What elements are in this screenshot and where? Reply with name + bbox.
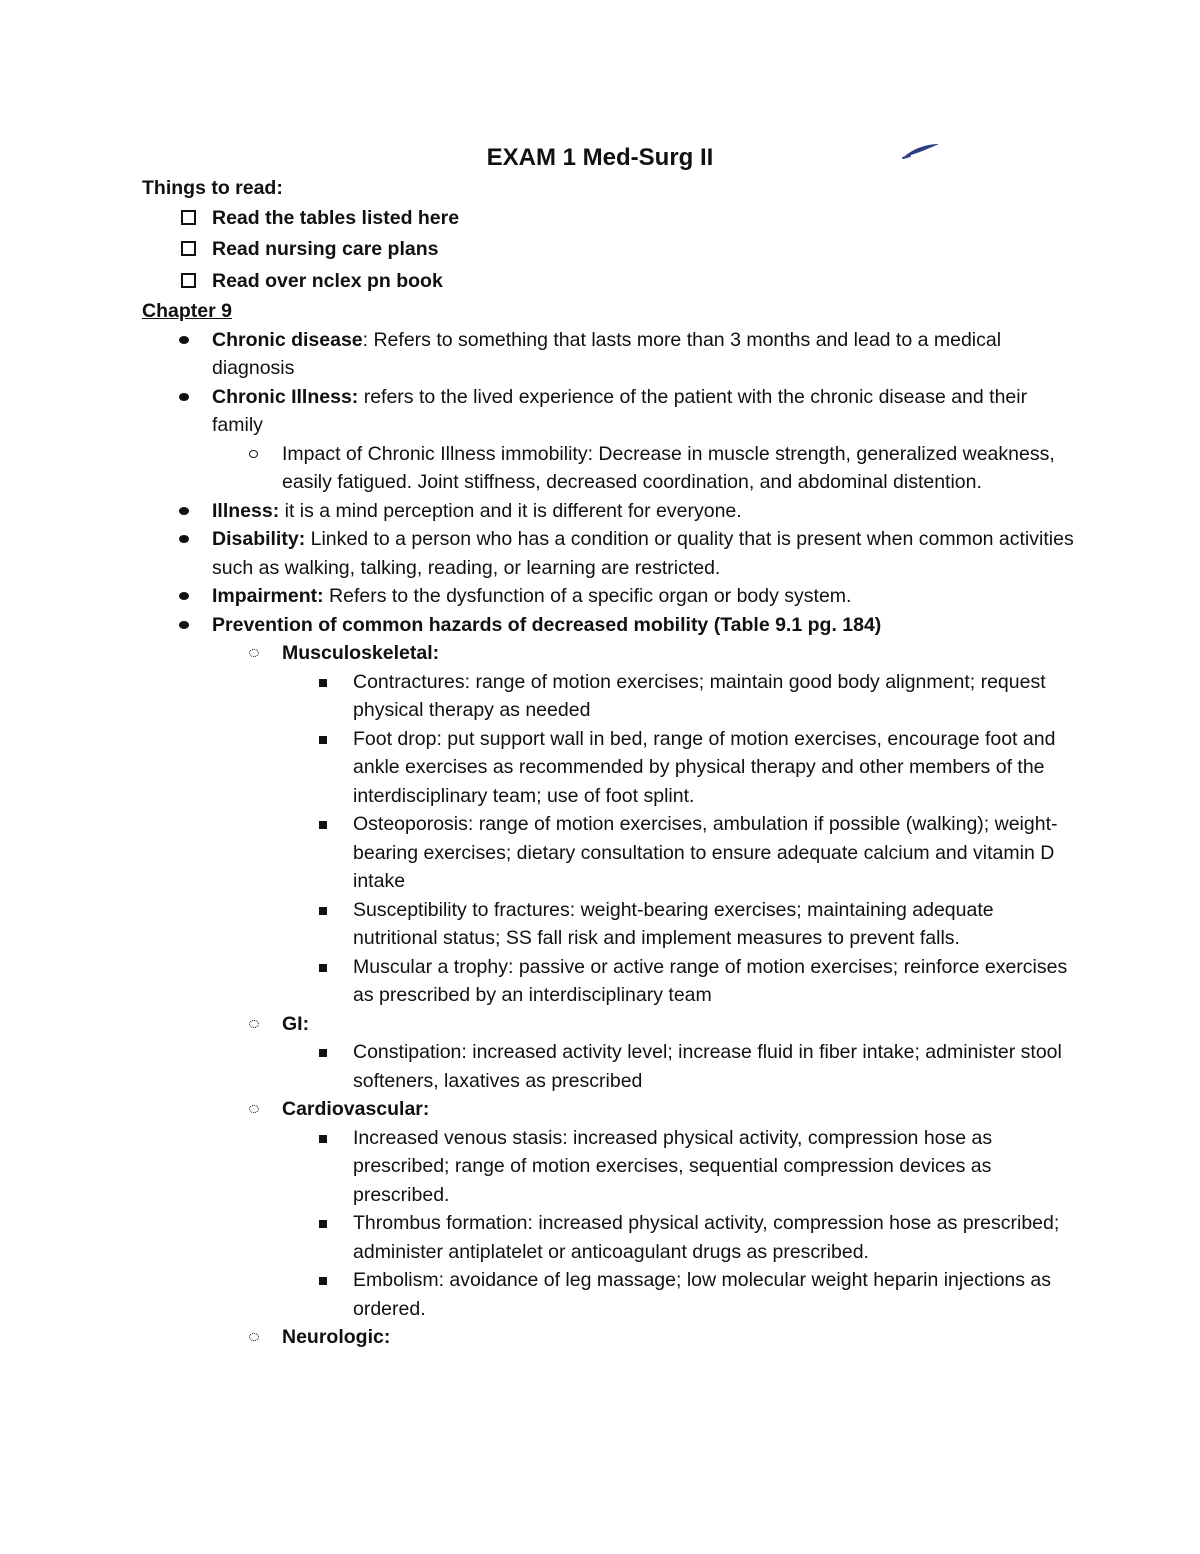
list-item xyxy=(142,525,1082,582)
section-list xyxy=(142,1323,1082,1352)
reading-checklist xyxy=(142,203,1082,298)
square-bullet-icon xyxy=(319,907,327,915)
gi-items xyxy=(142,1038,1082,1095)
musculoskeletal-items xyxy=(142,668,1082,1010)
definition: : Refers to something that lasts more than 3 months and lead to a medical diagnosis xyxy=(212,328,1002,379)
term: Prevention of common hazards of decreased mobility (Table 9.1 pg. 184) xyxy=(212,613,882,636)
square-bullet-icon xyxy=(319,964,327,972)
list-item xyxy=(142,326,1082,383)
bullet-icon xyxy=(179,535,189,543)
bullet-icon xyxy=(179,393,189,401)
checkbox-icon[interactable] xyxy=(181,273,196,288)
section-list xyxy=(142,639,1082,668)
square-bullet-icon xyxy=(319,679,327,687)
section-list xyxy=(142,1010,1082,1039)
dotted-bullet-icon xyxy=(249,1105,259,1113)
checklist-item-label: Read nursing care plans xyxy=(212,238,439,260)
list-item xyxy=(142,611,1082,640)
list-item: Constipation: increased activity level; increase fluid in fiber intake; administer stool softeners, laxatives as prescribed xyxy=(142,1038,1082,1095)
definition: refers to the lived experience of the patient with the chronic disease and their family xyxy=(212,385,1028,436)
list-item: Increased venous stasis: increased physical activity, compression hose as prescribed; range of motion exercises, sequential compression devices as prescribed. xyxy=(142,1124,1082,1210)
section-heading-neurologic: Neurologic: xyxy=(142,1323,1082,1352)
section-heading-gi: GI: xyxy=(142,1010,1082,1039)
definition: it is a mind perception and it is different for everyone. xyxy=(279,499,742,522)
hollow-bullet-icon xyxy=(249,450,258,458)
list-item: Thrombus formation: increased physical activity, compression hose as prescribed; administer antiplatelet or anticoagulant drugs as prescribed. xyxy=(142,1209,1082,1266)
checklist-item-label: Read over nclex pn book xyxy=(212,269,443,292)
list-item xyxy=(142,440,1082,497)
list-item: Contractures: range of motion exercises; maintain good body alignment; request physical therapy as needed xyxy=(142,668,1082,725)
chapter-bullet-list xyxy=(142,326,1082,440)
checklist-item xyxy=(142,203,1082,235)
section-heading-musculoskeletal: Musculoskeletal: xyxy=(142,639,1082,668)
page-title: EXAM 1 Med-Surg II xyxy=(486,144,714,171)
term: Disability: xyxy=(212,528,306,550)
checklist-item-label: Read the tables listed here xyxy=(212,206,460,229)
square-bullet-icon xyxy=(319,1049,327,1057)
list-item: Foot drop: put support wall in bed, range of motion exercises, encourage foot and ankle exercises as recommended by physical therapy and other members of the interdisciplinary team; use of foot splint. xyxy=(142,725,1082,811)
section-list xyxy=(142,1095,1082,1124)
bullet-icon xyxy=(179,336,189,344)
document-body xyxy=(142,174,1082,1352)
square-bullet-icon xyxy=(319,736,327,744)
list-item: Susceptibility to fractures: weight-bearing exercises; maintaining adequate nutritional status; SS fall risk and implement measures to prevent falls. xyxy=(142,896,1082,953)
bullet-icon xyxy=(179,621,189,629)
square-bullet-icon xyxy=(319,821,327,829)
checklist-item xyxy=(142,266,1082,298)
square-bullet-icon xyxy=(319,1135,327,1143)
list-item: Osteoporosis: range of motion exercises, ambulation if possible (walking); weight-bearing exercises; dietary consultation to ensure adequate calcium and vitamin D intake xyxy=(142,810,1082,896)
checklist-item xyxy=(142,234,1082,266)
square-bullet-icon xyxy=(319,1220,327,1228)
sub-list xyxy=(142,440,1082,497)
list-item xyxy=(142,383,1082,440)
definition: Linked to a person who has a condition or quality that is present when common activities such as walking, talking, reading, or learning are restricted. xyxy=(212,528,1074,579)
sub-item-text: Impact of Chronic Illness immobility: Decrease in muscle strength, generalized weakness, easily fatigued. Joint stiffness, decreased coordination, and abdominal distention. xyxy=(282,442,1055,493)
dotted-bullet-icon xyxy=(249,649,259,657)
bullet-icon xyxy=(179,507,189,515)
term: Impairment: xyxy=(212,585,324,607)
things-to-read-heading: Things to read: xyxy=(142,177,283,199)
dotted-bullet-icon xyxy=(249,1020,259,1028)
definition: Refers to the dysfunction of a specific organ or body system. xyxy=(323,585,852,607)
checkbox-icon[interactable] xyxy=(181,210,196,225)
checkbox-icon[interactable] xyxy=(181,241,196,256)
term: Illness: xyxy=(212,499,280,522)
pen-mark-icon xyxy=(900,140,942,162)
list-item: Muscular a trophy: passive or active range of motion exercises; reinforce exercises as prescribed by an interdisciplinary team xyxy=(142,953,1082,1010)
chapter-heading: Chapter 9 xyxy=(142,300,232,322)
cardiovascular-items xyxy=(142,1124,1082,1324)
chapter-bullet-list xyxy=(142,497,1082,640)
term: Chronic Illness: xyxy=(212,385,359,408)
list-item xyxy=(142,497,1082,526)
bullet-icon xyxy=(179,592,189,600)
term: Chronic disease xyxy=(212,328,363,351)
section-heading-cardiovascular: Cardiovascular: xyxy=(142,1095,1082,1124)
dotted-bullet-icon xyxy=(249,1333,259,1341)
square-bullet-icon xyxy=(319,1277,327,1285)
list-item: Embolism: avoidance of leg massage; low molecular weight heparin injections as ordered. xyxy=(142,1266,1082,1323)
list-item xyxy=(142,582,1082,611)
